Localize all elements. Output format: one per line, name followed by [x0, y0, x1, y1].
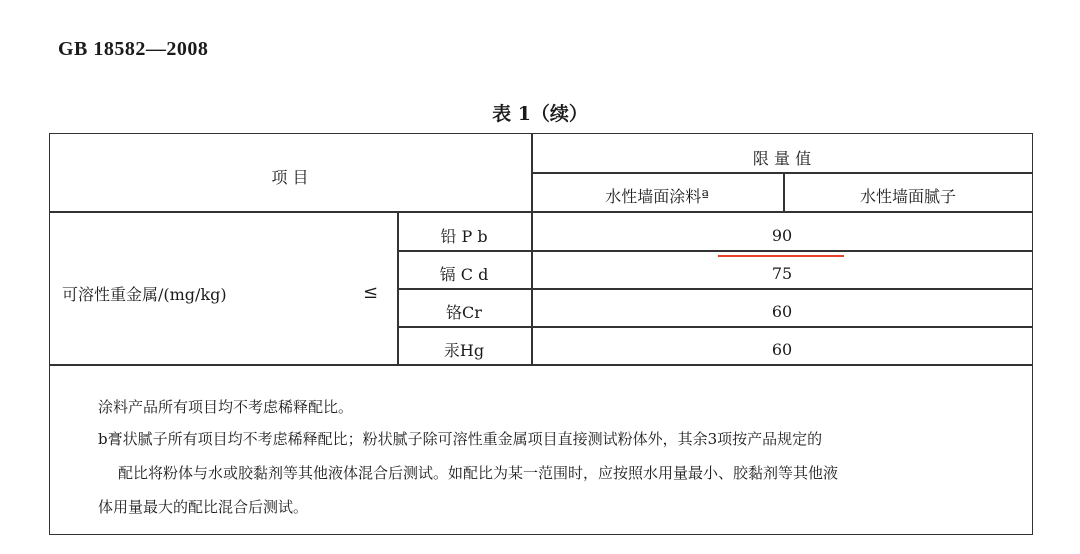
footnote-b-line1: b膏状腻子所有项目均不考虑稀释配比；粉状腻子除可溶性重金属项目直接测试粉体外，其余3项按产品规定的: [98, 430, 823, 448]
value-mercury: 60: [771, 340, 793, 359]
rule-row-3: [397, 326, 1033, 328]
table-title: 表 1（续）: [492, 103, 588, 125]
rule-row-4: [49, 364, 1033, 366]
footnote-a: 涂料产品所有项目均不考虑稀释配比。: [98, 398, 354, 416]
value-chromium: 60: [771, 302, 793, 321]
header-putty: 水性墙面腻子: [859, 187, 956, 206]
element-chromium: 铬Cr: [446, 303, 482, 322]
le-symbol: ≤: [363, 282, 379, 303]
red-underline-annotation: [718, 255, 844, 257]
header-item: 项 目: [271, 168, 309, 187]
element-lead: 铅 P b: [440, 227, 488, 246]
value-lead: 90: [771, 226, 793, 245]
rule-row-1: [397, 250, 1033, 252]
header-limit: 限 量 值: [752, 149, 812, 168]
element-cadmium: 镉 C d: [439, 265, 489, 284]
group-label: 可溶性重金属/(mg/kg): [62, 285, 227, 304]
footnote-b-line2: 配比将粉体与水或胶黏剂等其他液体混合后测试。如配比为某一范围时，应按照水用量最小、胶黏剂等其他液: [118, 464, 839, 482]
rule-limit-header: [531, 172, 1033, 174]
value-cadmium: 75: [771, 264, 793, 283]
standard-number: GB 18582—2008: [58, 38, 209, 60]
rule-header-bottom: [49, 211, 1033, 213]
header-coating: 水性墙面涂料ª: [605, 187, 709, 206]
footnote-b-line3: 体用量最大的配比混合后测试。: [98, 498, 309, 516]
rule-row-2: [397, 288, 1033, 290]
element-mercury: 汞Hg: [443, 341, 485, 360]
